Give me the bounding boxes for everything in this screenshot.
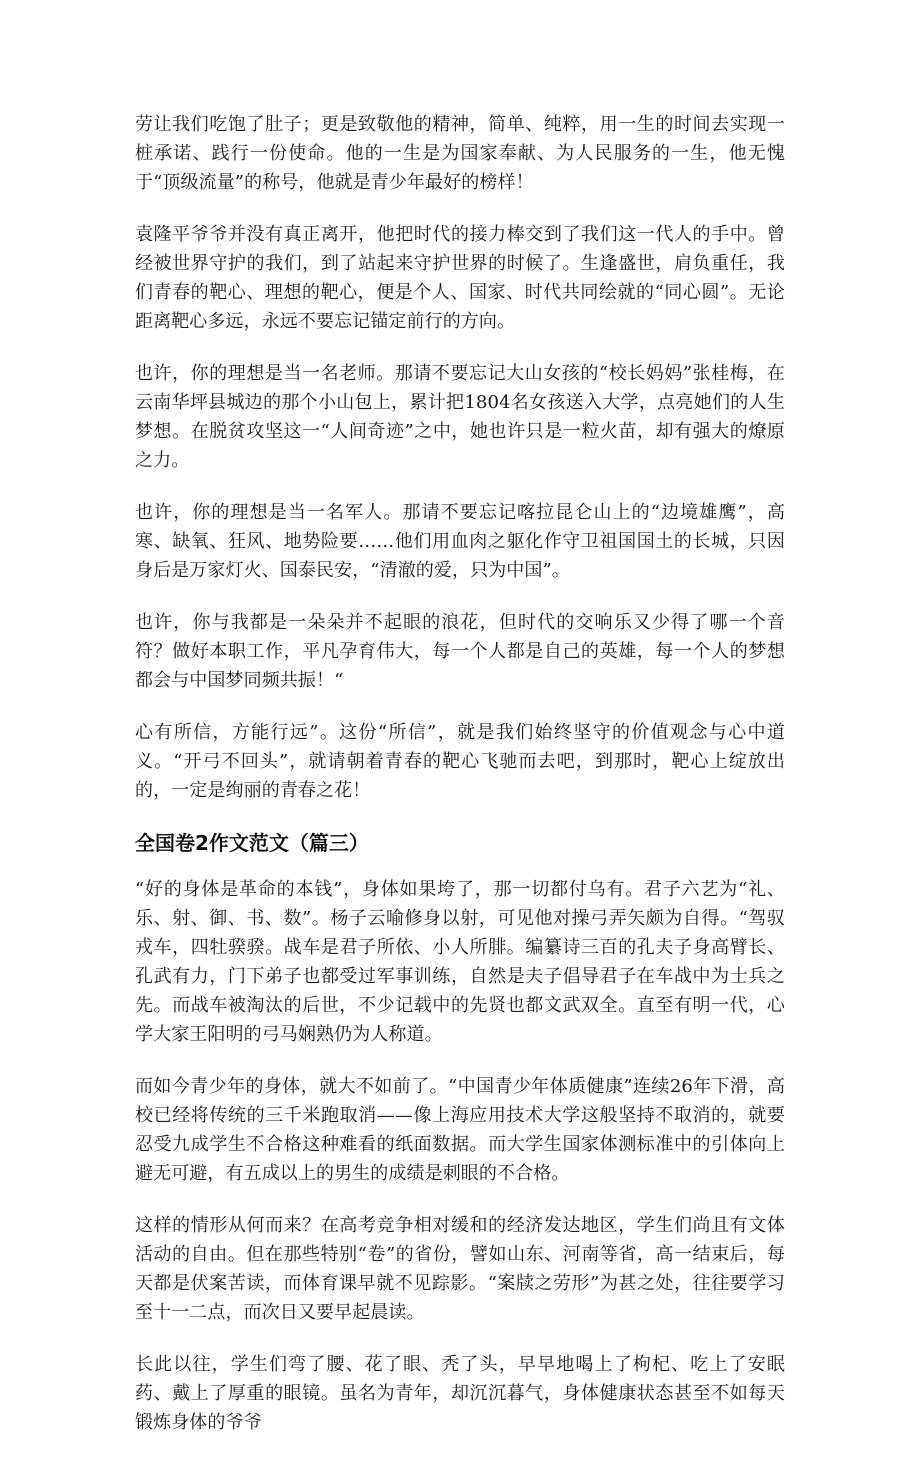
paragraph: 也许，你的理想是当一名军人。那请不要忘记喀拉昆仑山上的“边境雄鹰”，高寒、缺氧、狂风、地势险要……他们用血肉之躯化作守卫祖国国土的长城，只因身后是万家灯火、国泰民安，“清澈的爱，只为中国”。 — [135, 502, 785, 581]
paragraph: 心有所信，方能行远”。这份“所信”，就是我们始终坚守的价值观念与心中道义。“开弓不回头”，就请朝着青春的靶心飞驰而去吧，到那时，靶心上绽放出的，一定是绚丽的青春之花！ — [135, 722, 785, 801]
paragraph: 也许，你与我都是一朵朵并不起眼的浪花，但时代的交响乐又少得了哪一个音符？做好本职工作，平凡孕育伟大，每一个人都是自己的英雄，每一个人的梦想都会与中国梦同频共振！“ — [135, 612, 785, 691]
document-page — [135, 110, 785, 1460]
paragraph: 劳让我们吃饱了肚子；更是致敬他的精神，简单、纯粹，用一生的时间去实现一桩承诺、践行一份使命。他的一生是为国家奉献、为人民服务的一生，他无愧于“顶级流量”的称号，他就是青少年最好的榜样！ — [135, 114, 785, 193]
paragraph: 长此以往，学生们弯了腰、花了眼、秃了头，早早地喝上了枸杞、吃上了安眠药、戴上了厚重的眼镜。虽名为青年，却沉沉暮气，身体健康状态甚至不如每天锻炼身体的爷爷 — [135, 1354, 785, 1433]
paragraph: 而如今青少年的身体，就大不如前了。“中国青少年体质健康”连续26年下滑，高校已经将传统的三千米跑取消——像上海应用技术大学这般坚持不取消的，就要忍受九成学生不合格这种难看的纸面数据。而大学生国家体测标准中的引体向上避无可避，有五成以上的男生的成绩是刺眼的不合格。 — [135, 1076, 785, 1184]
paragraph: 袁隆平爷爷并没有真正离开，他把时代的接力棒交到了我们这一代人的手中。曾经被世界守护的我们，到了站起来守护世界的时候了。生逢盛世，肩负重任，我们青春的靶心、理想的靶心，便是个人、国家、时代共同绘就的“同心圆”。无论距离靶心多远，永远不要忘记锚定前行的方向。 — [135, 224, 785, 332]
paragraph: 也许，你的理想是当一名老师。那请不要忘记大山女孩的“校长妈妈”张桂梅，在云南华坪县城边的那个小山包上，累计把1804名女孩送入大学，点亮她们的人生梦想。在脱贫攻坚这一“人间奇迹”之中，她也许只是一粒火苗，却有强大的燎原之力。 — [135, 363, 785, 471]
paragraph: 这样的情形从何而来？在高考竞争相对缓和的经济发达地区，学生们尚且有文体活动的自由。但在那些特别“卷”的省份，譬如山东、河南等省，高一结束后，每天都是伏案苦读，而体育课早就不见踪影。“案牍之劳形”为甚之处，往往要学习至十一二点，而次日又要早起晨读。 — [135, 1215, 785, 1323]
paragraph: “好的身体是革命的本钱”，身体如果垮了，那一切都付乌有。君子六艺为“礼、乐、射、御、书、数”。杨子云喻修身以射，可见他对操弓弄矢颇为自得。“驾驭戎车，四牡骙骙。战车是君子所依、小人所腓。编纂诗三百的孔夫子身高臂长、孔武有力，门下弟子也都受过军事训练，自然是夫子倡导君子在车战中为士兵之先。而战车被淘汰的后世，不少记载中的先贤也都文武双全。直至有明一代，心学大家王阳明的弓马娴熟仍为人称道。 — [135, 879, 785, 1045]
section-title: 全国卷2作文范文（篇三） — [135, 831, 369, 855]
